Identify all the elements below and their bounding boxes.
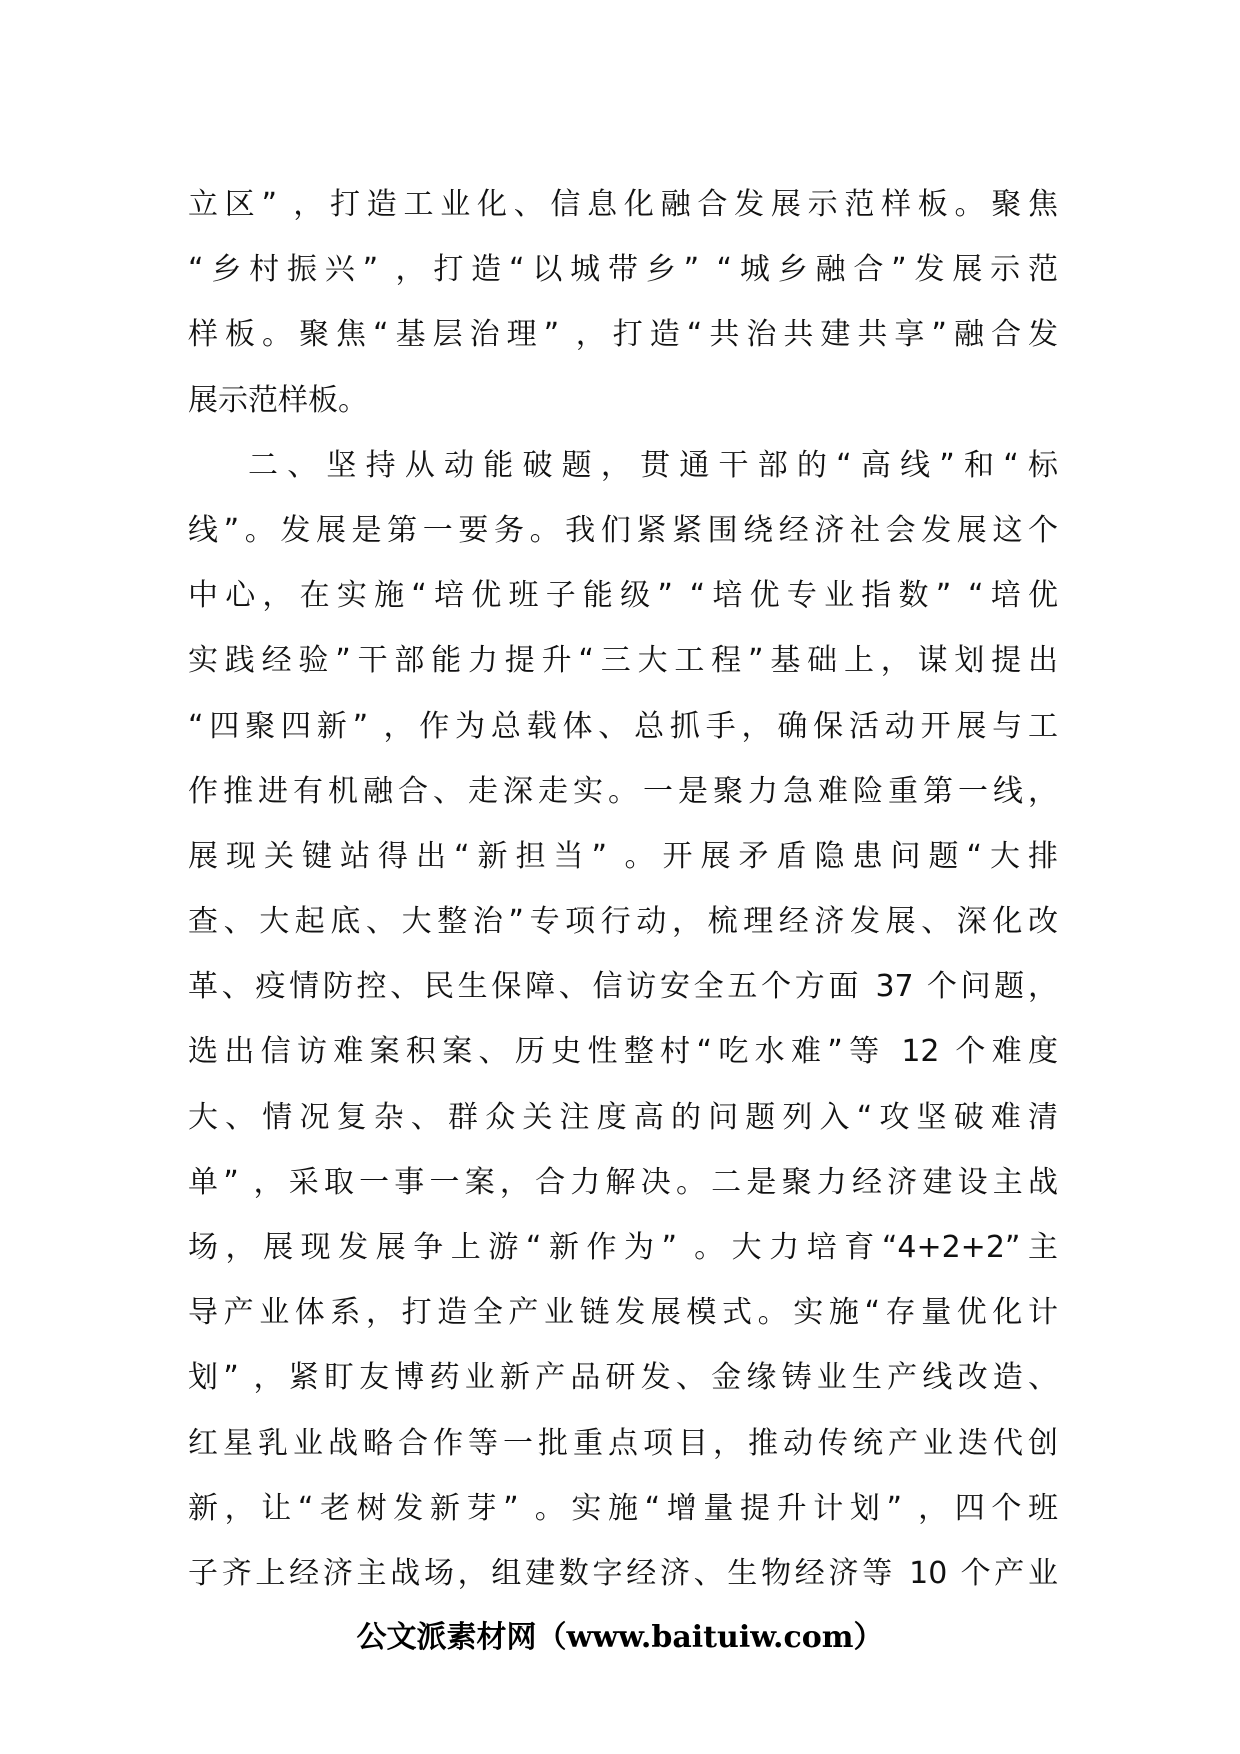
text-line: 实践经验”干部能力提升“三大工程”基础上，谋划提出 — [188, 643, 1058, 679]
text-line: “四聚四新” ，作为总载体、总抓手，确保活动开展与工 — [188, 708, 1058, 744]
text-line: 中心，在实施“培优班子能级” “培优专业指数” “培优 — [188, 578, 1058, 614]
text-line: 展示范样板。 — [188, 382, 368, 418]
text-line: 作推进有机融合、走深走实。一是聚力急难险重第一线， — [188, 773, 1058, 809]
text-line: 查、大起底、大整治”专项行动，梳理经济发展、深化改 — [188, 904, 1058, 940]
text-line: 新，让“老树发新芽” 。实施“增量提升计划” ，四个班 — [188, 1490, 1058, 1526]
text-line: 大、情况复杂、群众关注度高的问题列入“攻坚破难清 — [188, 1099, 1058, 1135]
text-line: 展现关键站得出“新担当” 。开展矛盾隐患问题“大排 — [188, 838, 1058, 874]
text-line: 革、疫情防控、民生保障、信访安全五个方面 37 个问题， — [188, 969, 1058, 1005]
footer-watermark: 公文派素材网（www.baituiw.com） — [356, 1620, 884, 1655]
text-line: 单” ，采取一事一案，合力解决。二是聚力经济建设主战 — [188, 1164, 1058, 1200]
text-line: 样板。聚焦“基层治理” ，打造“共治共建共享”融合发 — [188, 317, 1058, 353]
text-line: 场，展现发展争上游“新作为” 。大力培育“4+2+2”主 — [188, 1230, 1058, 1265]
text-line: 红星乳业战略合作等一批重点项目，推动传统产业迭代创 — [188, 1425, 1058, 1461]
body-text — [188, 172, 1058, 1606]
text-line: “乡村振兴” ，打造“以城带乡” “城乡融合”发展示范 — [188, 252, 1058, 288]
text-line: 子齐上经济主战场，组建数字经济、生物经济等 10 个产业 — [188, 1555, 1058, 1591]
text-line: 导产业体系，打造全产业链发展模式。实施“存量优化计 — [188, 1295, 1058, 1331]
text-line: 立区” ，打造工业化、信息化融合发展示范样板。聚焦 — [188, 187, 1058, 222]
text-line: 线”。发展是第一要务。我们紧紧围绕经济社会发展这个 — [188, 512, 1058, 548]
text-line: 划” ，紧盯友博药业新产品研发、金缘铸业生产线改造、 — [188, 1360, 1058, 1396]
text-line: 二、坚持从动能破题，贯通干部的“高线”和“标 — [248, 447, 1058, 483]
text-line: 选出信访难案积案、历史性整村“吃水难”等 12 个难度 — [188, 1034, 1058, 1070]
